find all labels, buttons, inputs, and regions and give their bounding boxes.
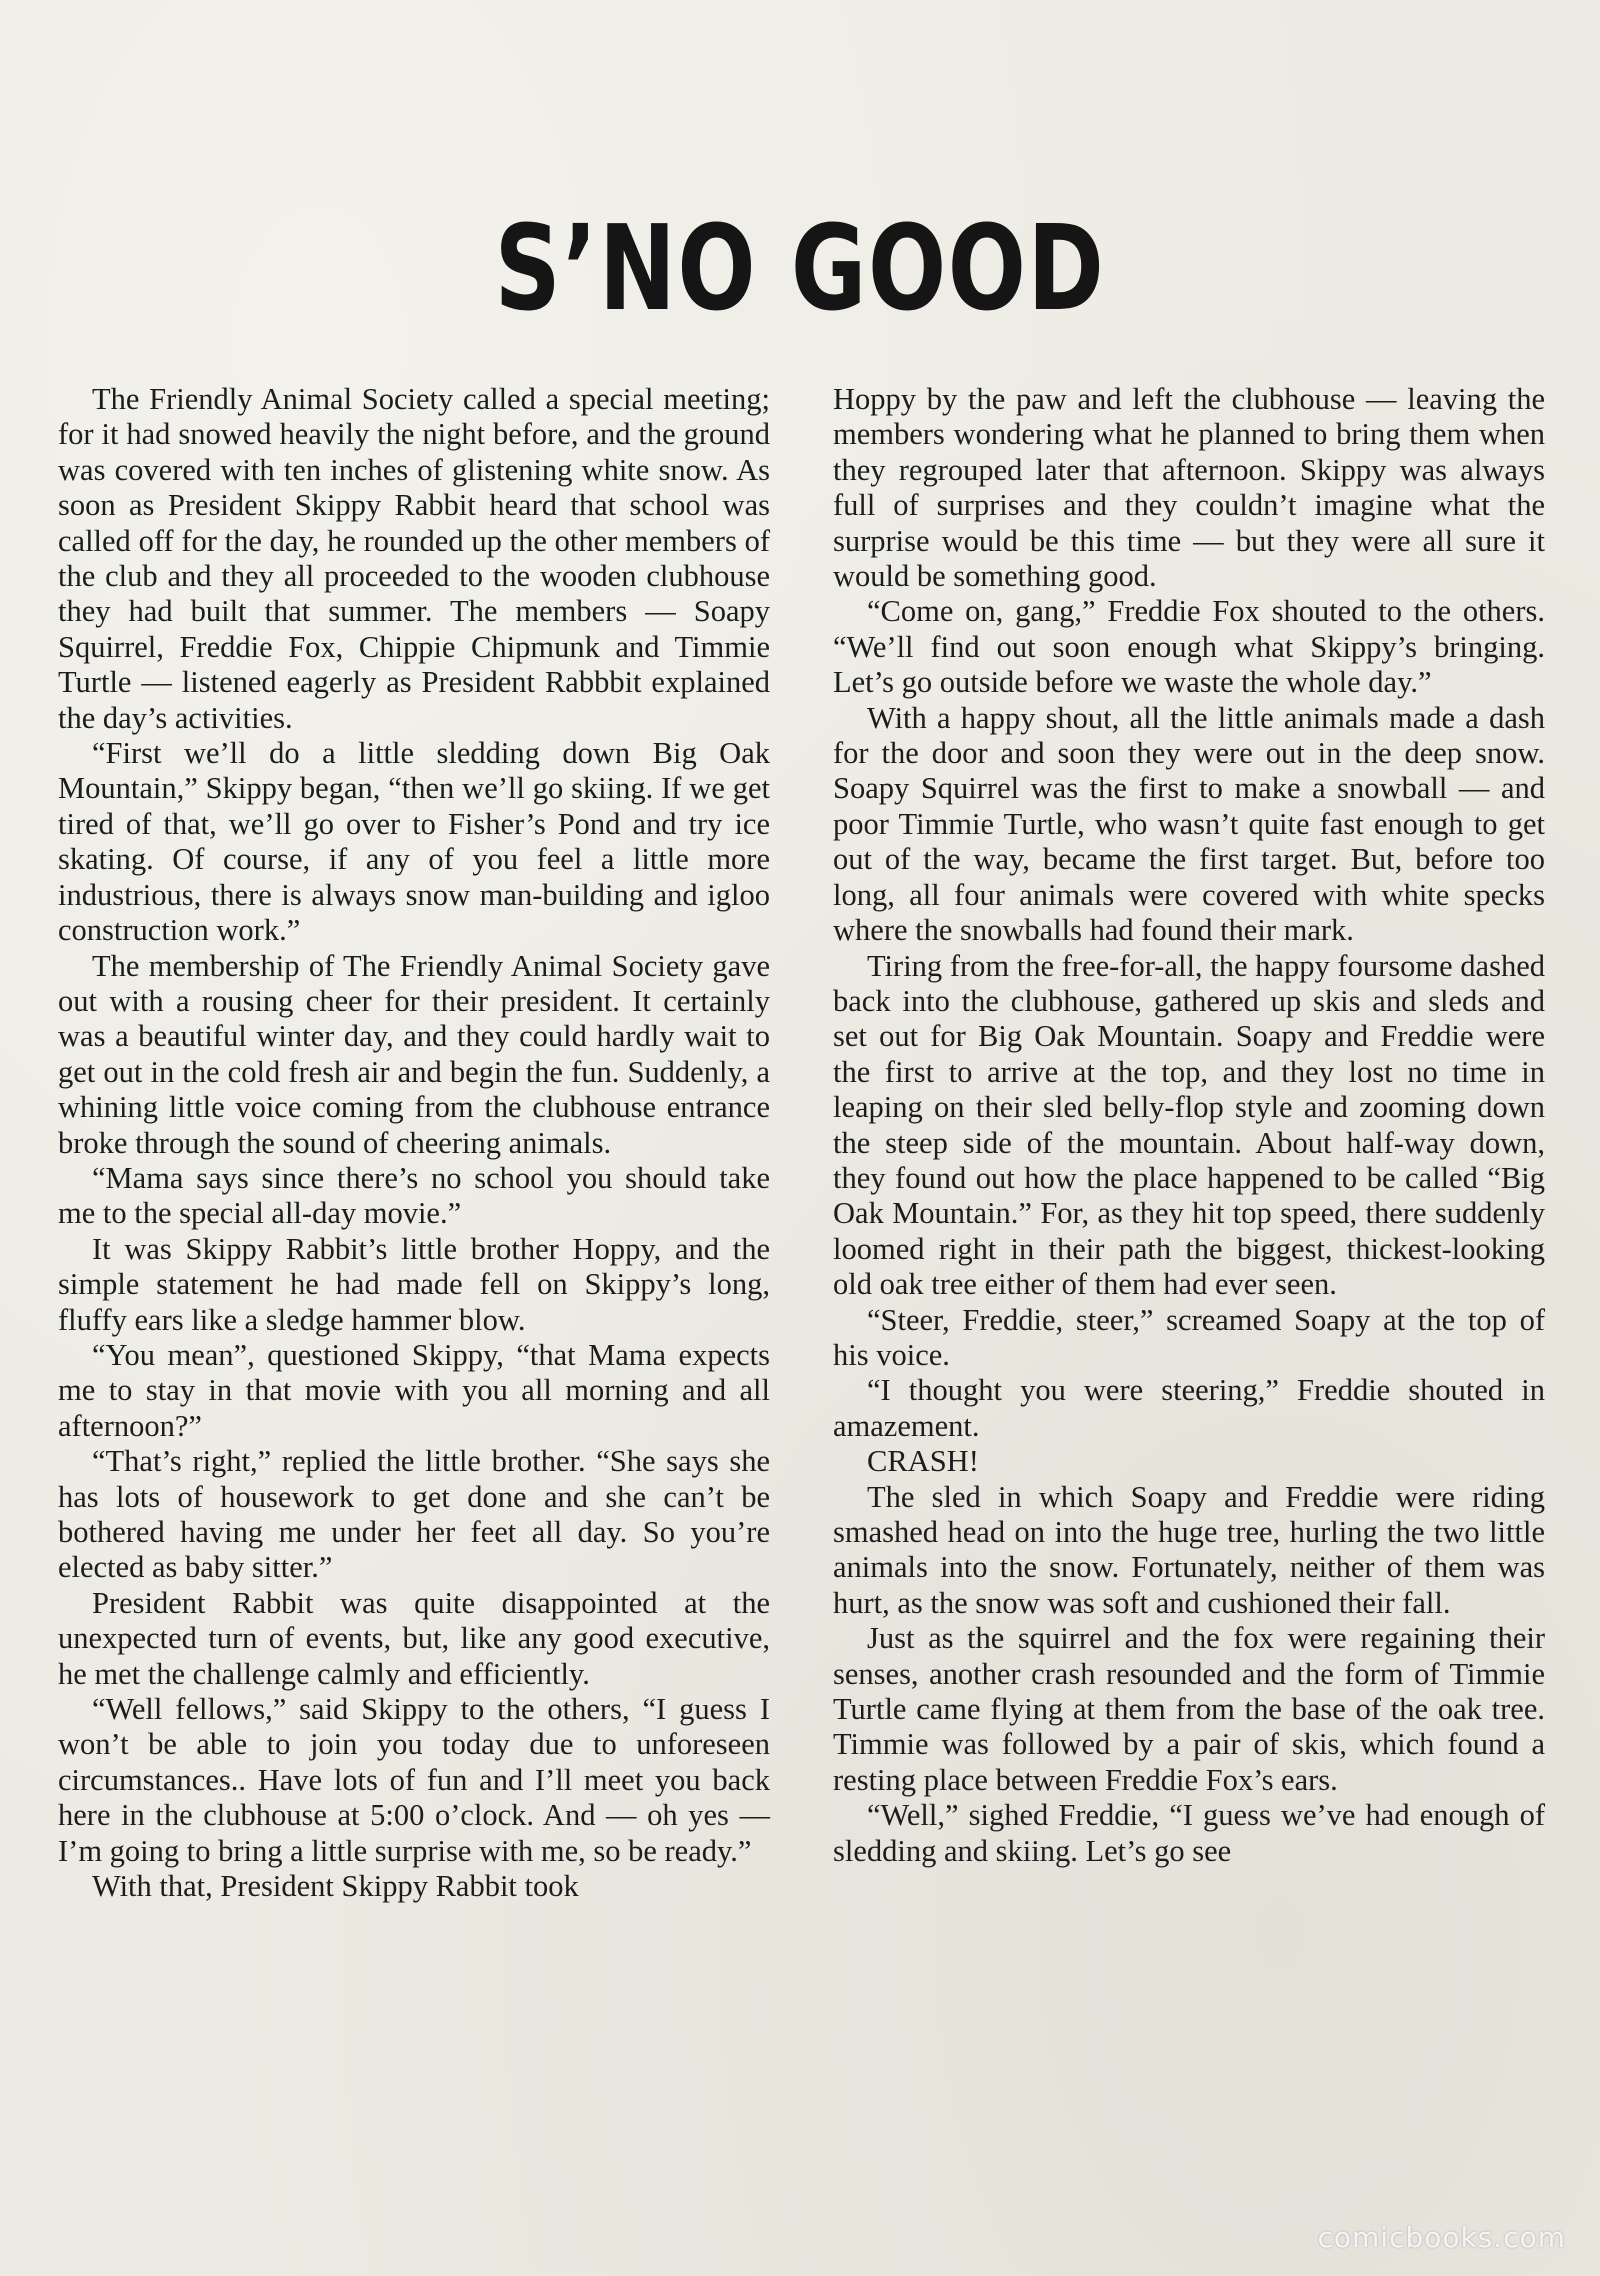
paragraph: With that, President Skippy Rabbit took [92, 1869, 579, 1904]
paragraph: “Well,” sighed Freddie, “I guess we’ve had enough of sledding and skiing. Let’s go see [833, 1798, 1545, 1868]
paragraph: President Rabbit was quite disappointed at the unexpected turn of events, but, like any good executive, he met the challenge calmly and efficiently. [58, 1585, 770, 1691]
paragraph: The sled in which Soapy and Freddie were riding smashed head on into the huge tree, hurling the two little animals into the snow. Fortunately, neither of them was hurt, as the snow was soft and cushioned their fall. [833, 1479, 1545, 1620]
paragraph: It was Skippy Rabbit’s little brother Hoppy, and the simple statement he had made fell on Skippy’s long, fluffy ears like a sledge hammer blow. [58, 1231, 770, 1337]
paragraph: “I thought you were steering,” Freddie shouted in amazement. [833, 1373, 1545, 1443]
paragraph: “Steer, Freddie, steer,” screamed Soapy at the top of his voice. [833, 1302, 1545, 1372]
paragraph: CRASH! [867, 1444, 979, 1479]
paragraph: “First we’ll do a little sledding down Big Oak Mountain,” Skippy began, “then we’ll go skiing. If we get tired of that, we’ll go over to Fisher’s Pond and try ice skating. Of course, if any of you feel a little more industrious, there is always snow man-building and igloo construction work.” [58, 736, 770, 948]
paragraph: “Come on, gang,” Freddie Fox shouted to the others. “We’ll find out soon enough what Skippy’s bringing. Let’s go outside before we waste the whole day.” [833, 594, 1545, 700]
paragraph: The Friendly Animal Society called a special meeting; for it had snowed heavily the night before, and the ground was covered with ten inches of glistening white snow. As soon as President Skippy Rabbit heard that school was called off for the day, he rounded up the other members of the club and they all proceeded to the wooden clubhouse they had built that summer. The members — Soapy Squirrel, Freddie Fox, Chippie Chipmunk and Timmie Turtle — listened eagerly as President Rabbbit explained the day’s activities. [58, 382, 770, 735]
paragraph-continuation: Hoppy by the paw and left the clubhouse — leaving the members wondering what he planned to bring them when they regrouped later that afternoon. Skippy was always full of surprises and they couldn’t imagine what the surprise would be this time — but they were all sure it would be something good. [833, 382, 1545, 594]
paragraph: “Mama says since there’s no school you should take me to the special all-day movie.” [58, 1160, 770, 1231]
paragraph: “That’s right,” replied the little brother. “She says she has lots of housework to get done and she can’t be bothered having me under her feet all day. So you’re elected as baby sitter.” [58, 1444, 770, 1585]
left-column [58, 382, 770, 1904]
story-title: S’NO GOOD [494, 199, 1106, 338]
watermark: comicbooks.com [1317, 2221, 1566, 2254]
paragraph: “Well fellows,” said Skippy to the others, “I guess I won’t be able to join you today due to unforeseen circumstances.. Have lots of fun and I’ll meet you back here in the clubhouse at 5:00 o’clock. And — oh yes — I’m going to bring a little surprise with me, so be ready.” [58, 1692, 770, 1868]
paragraph: “You mean”, questioned Skippy, “that Mama expects me to stay in that movie with you all morning and all afternoon?” [58, 1337, 770, 1443]
right-column [833, 382, 1545, 1869]
paragraph: Tiring from the free-for-all, the happy foursome dashed back into the clubhouse, gathered up skis and sleds and set out for Big Oak Mountain. Soapy and Freddie were the first to arrive at the top, and they lost no time in leaping on their sled belly-flop style and zooming down the steep side of the mountain. About half-way down, they found out how the place happened to be called “Big Oak Mountain.” For, as they hit top speed, there suddenly loomed right in their path the biggest, thickest-looking old oak tree either of them had ever seen. [833, 948, 1545, 1302]
paragraph: The membership of The Friendly Animal Society gave out with a rousing cheer for their president. It certainly was a beautiful winter day, and they could hardly wait to get out in the cold fresh air and begin the fun. Suddenly, a whining little voice coming from the clubhouse entrance broke through the sound of cheering animals. [58, 948, 770, 1160]
paragraph: With a happy shout, all the little animals made a dash for the door and soon they were out in the deep snow. Soapy Squirrel was the first to make a snowball — and poor Timmie Turtle, who wasn’t quite fast enough to get out of the way, became the first target. But, before too long, all four animals were covered with white specks where the snowballs had found their mark. [833, 700, 1545, 948]
paragraph: Just as the squirrel and the fox were regaining their senses, another crash resounded and the form of Timmie Turtle came flying at them from the base of the oak tree. Timmie was followed by a pair of skis, which found a resting place between Freddie Fox’s ears. [833, 1621, 1545, 1797]
